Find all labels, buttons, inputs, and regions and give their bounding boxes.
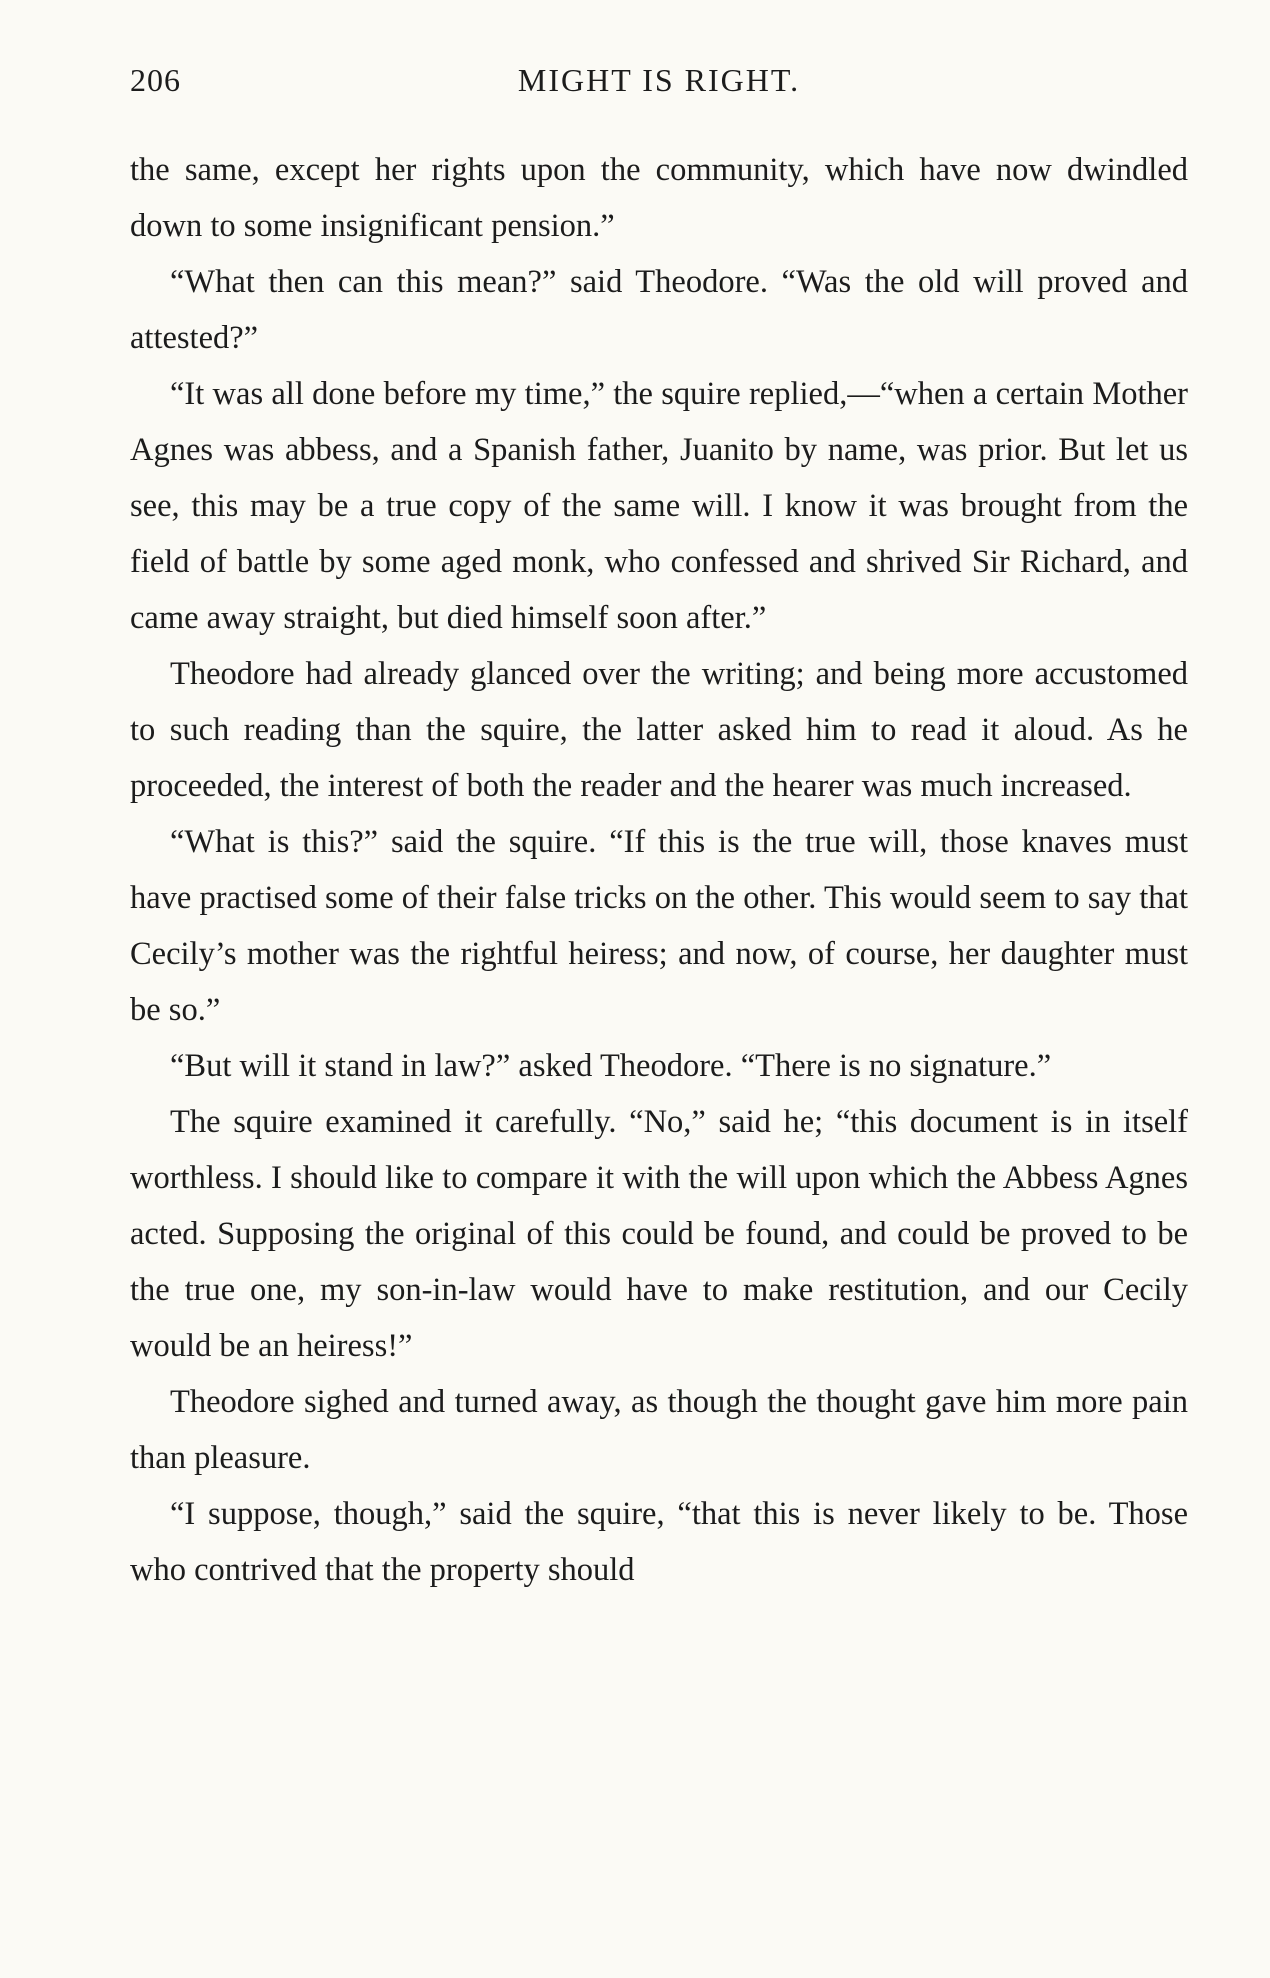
paragraph: “What is this?” said the squire. “If this is the true will, those knaves must have practised some of their false tricks on the other. This would seem to say that Cecily’s mother was the rightful heiress; and now, of course, her daughter must be so.” xyxy=(130,824,1188,1028)
running-head xyxy=(130,62,1188,106)
paragraph: Theodore sighed and turned away, as though the thought gave him more pain than pleasure. xyxy=(130,1384,1188,1476)
paragraph: “It was all done before my time,” the squire replied,—“when a certain Mother Agnes was abbess, and a Spanish father, Juanito by name, was prior. But let us see, this may be a true copy of the same will. I know it was brought from the field of battle by some aged monk, who confessed and shrived Sir Richard, and came away straight, but died himself soon after.” xyxy=(130,376,1188,636)
book-page xyxy=(130,62,1188,1598)
paragraph: “What then can this mean?” said Theodore. “Was the old will proved and attested?” xyxy=(130,264,1188,356)
body-text xyxy=(130,142,1188,1598)
paragraph: Theodore had already glanced over the writing; and being more accustomed to such reading than the squire, the latter asked him to read it aloud. As he proceeded, the interest of both the reader and the hearer was much increased. xyxy=(130,656,1188,804)
paragraph: “I suppose, though,” said the squire, “that this is never likely to be. Those who contrived that the property should xyxy=(130,1496,1188,1588)
paragraph: The squire examined it carefully. “No,” said he; “this document is in itself worthless. I should like to compare it with the will upon which the Abbess Agnes acted. Supposing the original of this could be found, and could be proved to be the true one, my son-in-law would have to make restitution, and our Cecily would be an heiress!” xyxy=(130,1104,1188,1364)
paragraph: the same, except her rights upon the community, which have now dwindled down to some insignificant pension.” xyxy=(130,152,1188,244)
running-title: MIGHT IS RIGHT. xyxy=(517,62,801,98)
paragraph: “But will it stand in law?” asked Theodore. “There is no signature.” xyxy=(170,1048,1052,1084)
page-number: 206 xyxy=(130,62,181,98)
